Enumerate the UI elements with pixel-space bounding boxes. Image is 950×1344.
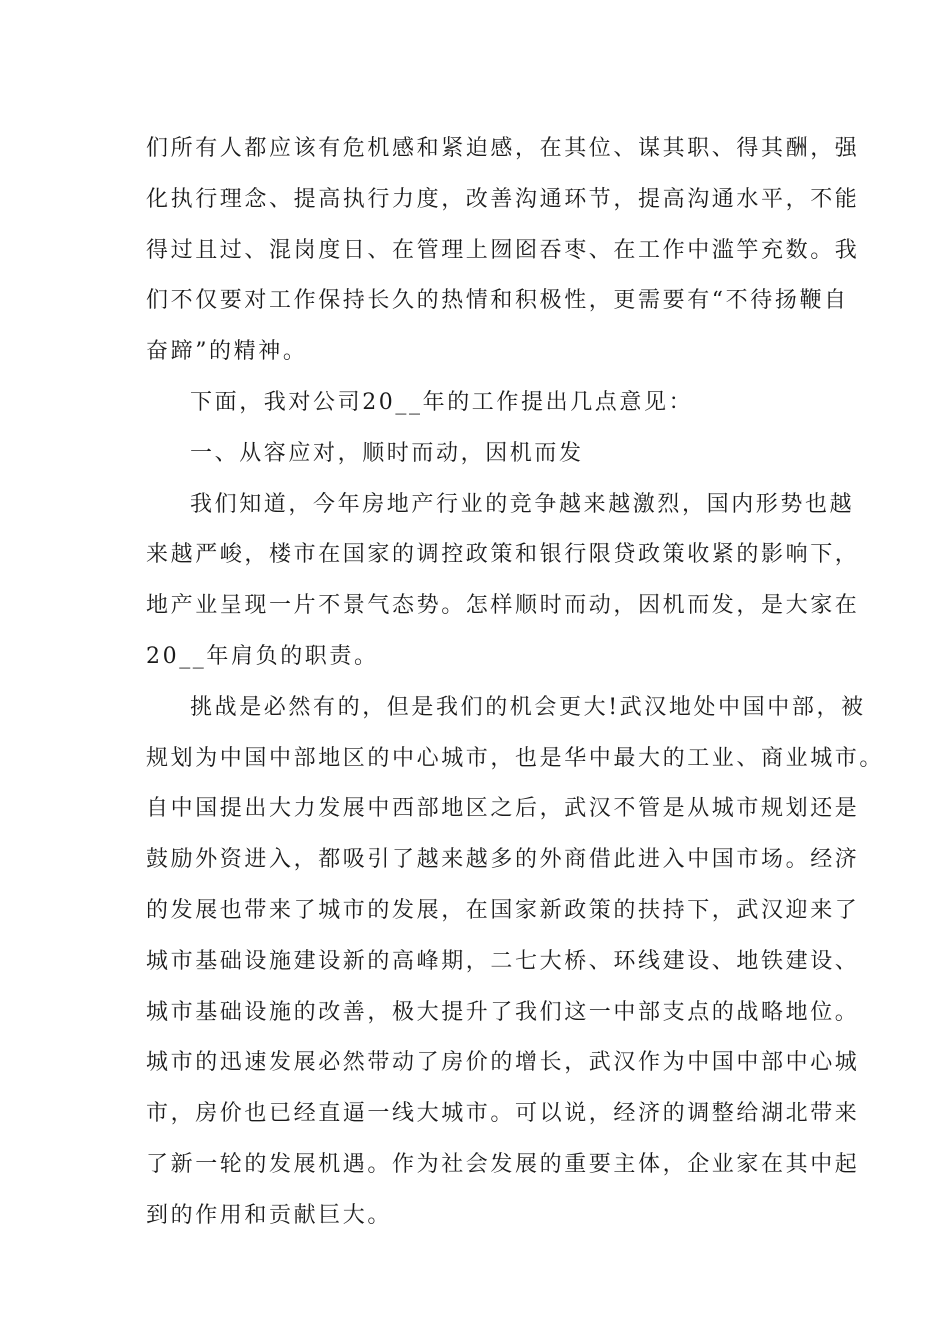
text-line: 城市基础设施建设新的高峰期，二七大桥、环线建设、地铁建设、 [146, 948, 860, 974]
section-heading: 一、从容应对，顺时而动，因机而发 [190, 440, 584, 466]
text-line: 地产业呈现一片不景气态势。怎样顺时而动，因机而发，是大家在 [146, 593, 860, 619]
text-line: 我们知道，今年房地产行业的竞争越来越激烈，国内形势也越 [190, 491, 855, 517]
text-line: 城市的迅速发展必然带动了房价的增长，武汉作为中国中部中心城 [146, 1050, 860, 1076]
text-line: 自中国提出大力发展中西部地区之后，武汉不管是从城市规划还是 [146, 796, 860, 822]
text-line: 市，房价也已经直逼一线大城市。可以说，经济的调整给湖北带来 [146, 1101, 860, 1127]
text-line: 20__年肩负的职责。 [146, 643, 379, 669]
text-line: 来越严峻，楼市在国家的调控政策和银行限贷政策收紧的影响下， [146, 542, 860, 568]
text-line: 奋蹄”的精神。 [146, 339, 308, 365]
text-line: 城市基础设施的改善，极大提升了我们这一中部支点的战略地位。 [146, 999, 860, 1025]
text-line: 们不仅要对工作保持长久的热情和积极性，更需要有“不待扬鞭自 [146, 288, 849, 314]
text-line: 鼓励外资进入，都吸引了越来越多的外商借此进入中国市场。经济 [146, 847, 860, 873]
body-text [146, 124, 885, 1242]
text-line: 们所有人都应该有危机感和紧迫感，在其位、谋其职、得其酬，强 [146, 136, 860, 161]
text-line: 挑战是必然有的，但是我们的机会更大!武汉地处中国中部，被 [190, 694, 866, 720]
text-line: 到的作用和贡献巨大。 [146, 1202, 393, 1228]
text-line: 化执行理念、提高执行力度，改善沟通环节，提高沟通水平，不能 [146, 186, 860, 212]
text-line: 规划为中国中部地区的中心城市，也是华中最大的工业、商业城市。 [146, 745, 885, 771]
text-line: 下面，我对公司20__年的工作提出几点意见： [190, 389, 694, 415]
text-line: 的发展也带来了城市的发展，在国家新政策的扶持下，武汉迎来了 [146, 897, 860, 923]
text-line: 了新一轮的发展机遇。作为社会发展的重要主体，企业家在其中起 [146, 1151, 860, 1177]
text-line: 得过且过、混岗度日、在管理上囫囵吞枣、在工作中滥竽充数。我 [146, 237, 860, 263]
